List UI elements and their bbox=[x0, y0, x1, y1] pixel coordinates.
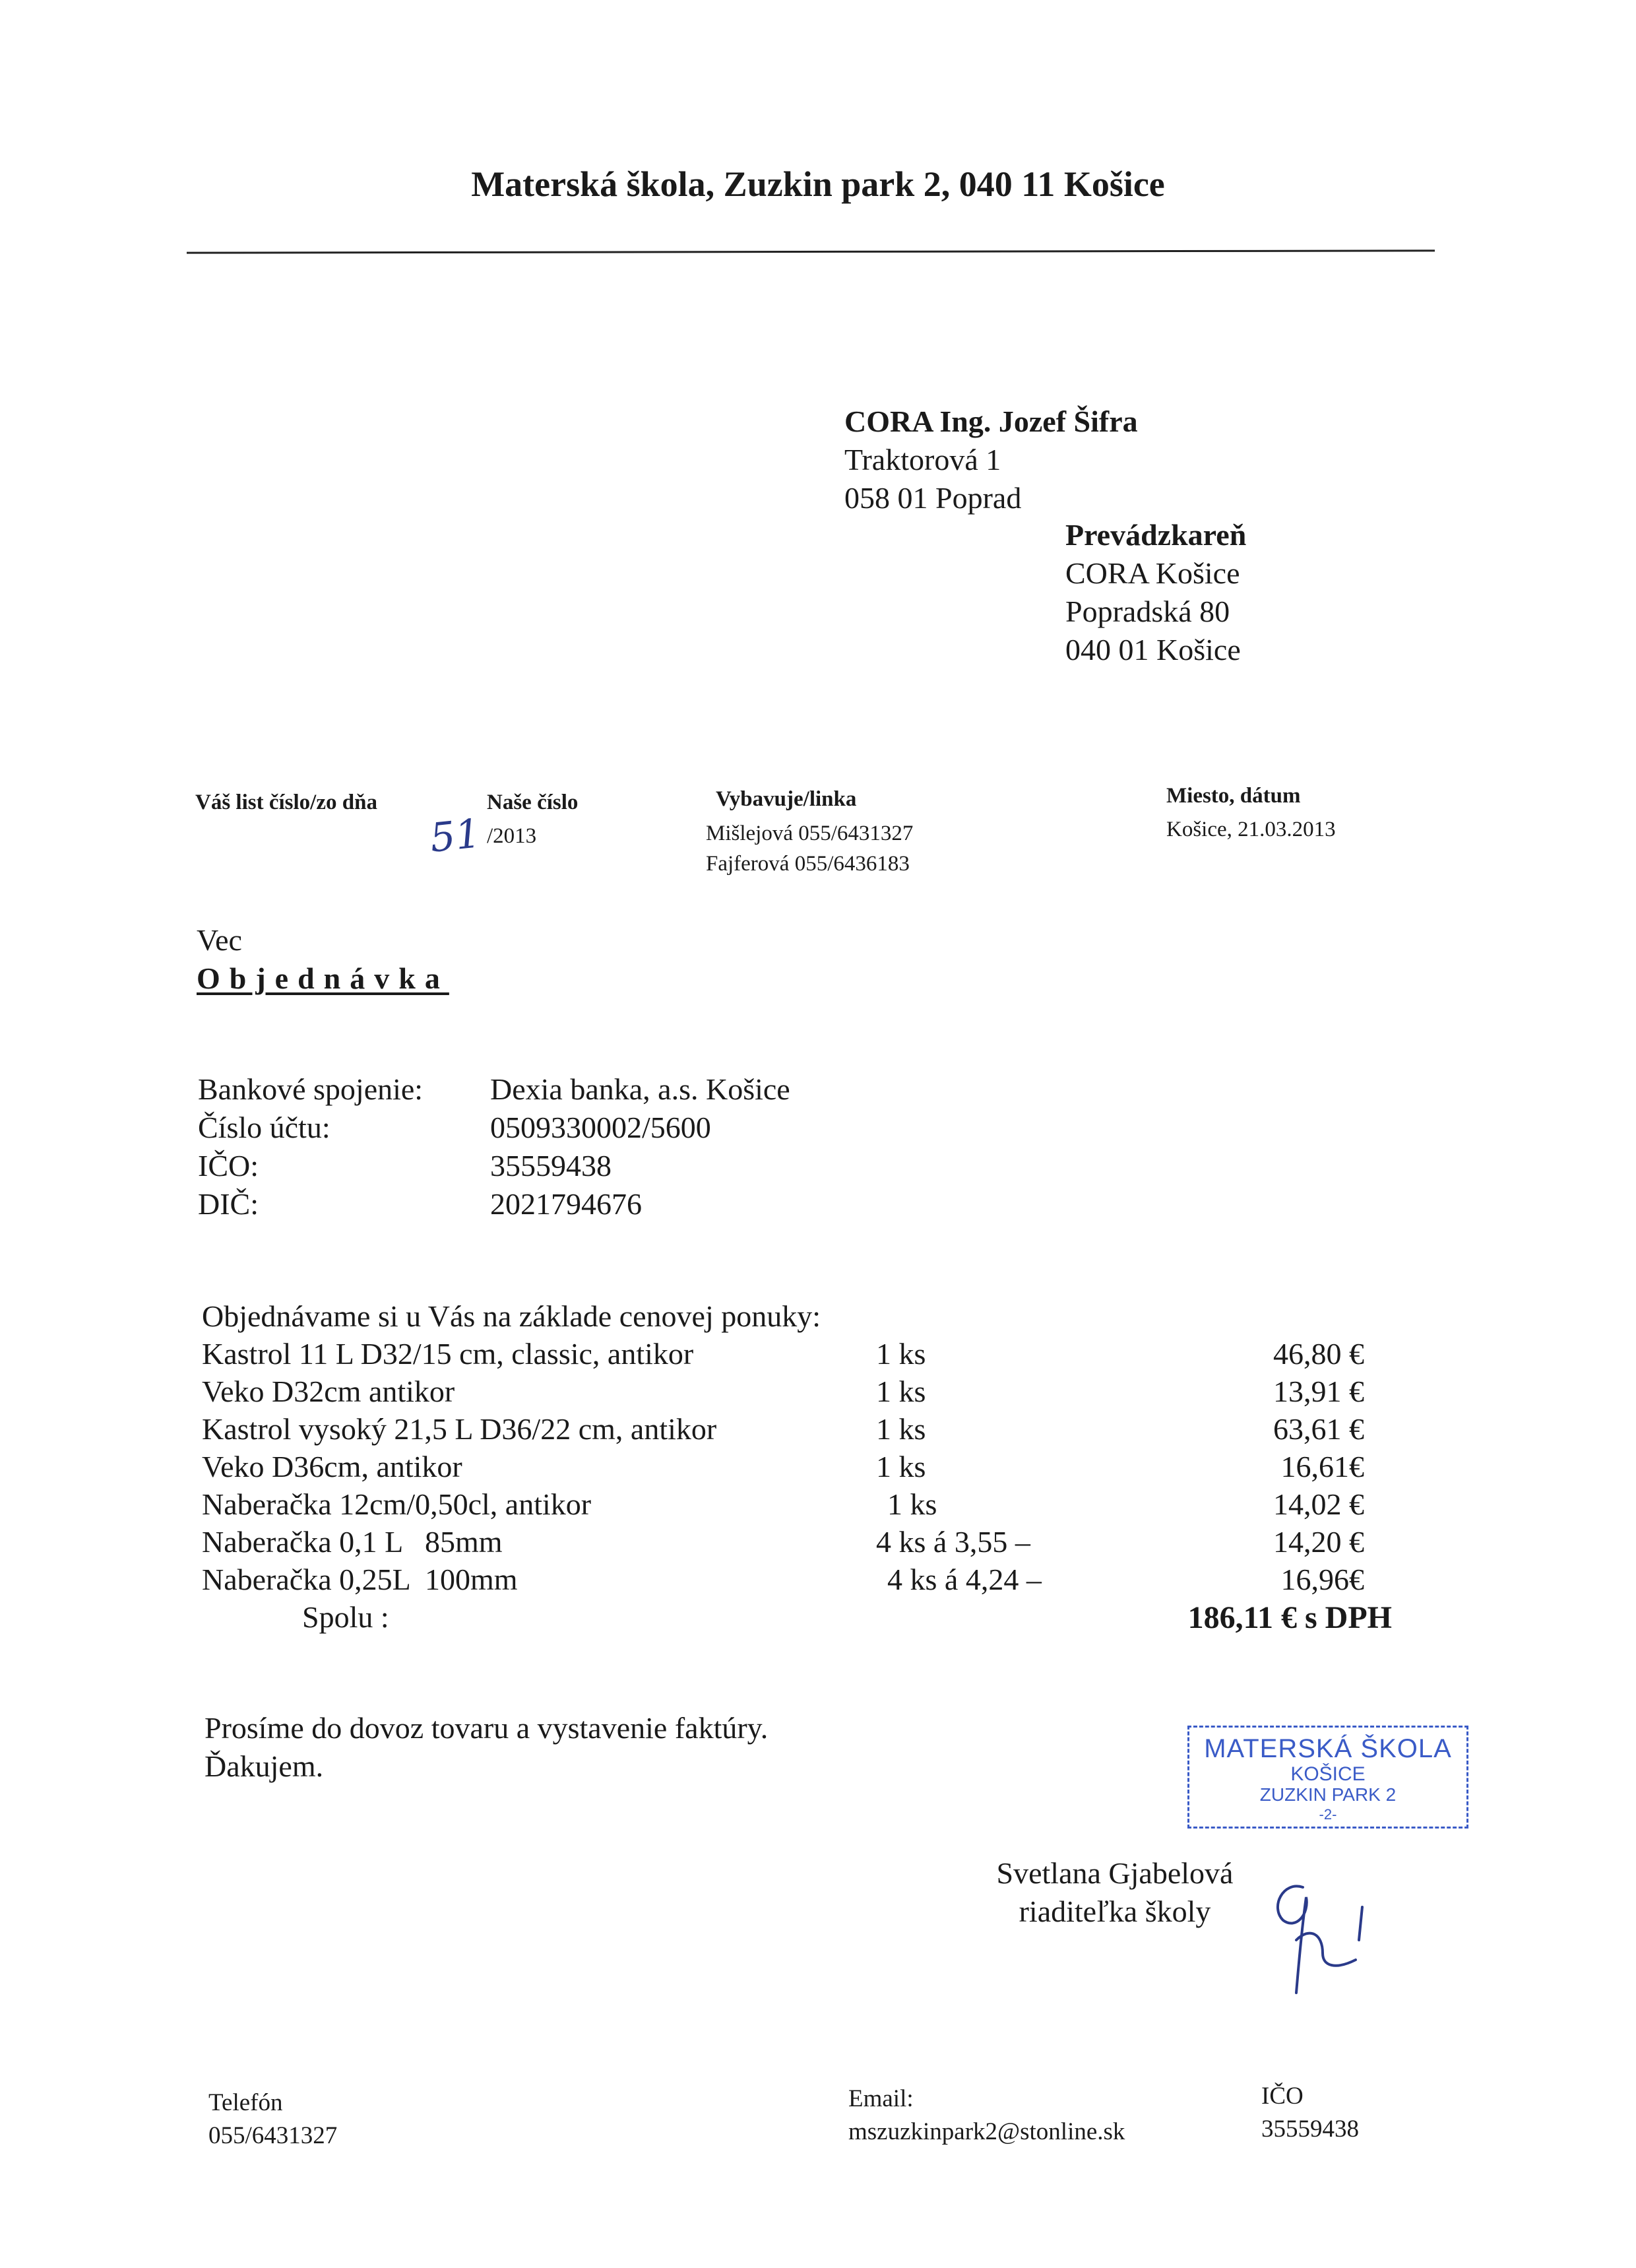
item-quantity: 4 ks á 4,24 – bbox=[887, 1563, 1042, 1596]
recipient-city: 058 01 Poprad bbox=[844, 481, 1022, 515]
item-quantity: 4 ks á 3,55 – bbox=[876, 1525, 1030, 1559]
item-description: Naberačka 12cm/0,50cl, antikor bbox=[202, 1487, 592, 1521]
order-item bbox=[0, 1336, 1636, 1375]
branch-name: CORA Košice bbox=[1065, 556, 1240, 590]
footer-email-value: mszuzkinpark2@stonline.sk bbox=[848, 2118, 1125, 2145]
account-label: Číslo účtu: bbox=[198, 1111, 330, 1144]
item-description: Veko D36cm, antikor bbox=[202, 1450, 462, 1483]
item-price: 16,61€ bbox=[1280, 1450, 1364, 1483]
item-price: 14,20 € bbox=[1273, 1525, 1364, 1559]
footer-ico-label: IČO bbox=[1261, 2083, 1304, 2110]
item-quantity: 1 ks bbox=[876, 1375, 926, 1408]
ico-value: 35559438 bbox=[490, 1149, 612, 1183]
order-item bbox=[0, 1524, 1636, 1563]
footer-ico-value: 35559438 bbox=[1261, 2116, 1359, 2143]
your-ref-label: Váš list číslo/zo dňa bbox=[195, 791, 377, 814]
item-quantity: 1 ks bbox=[887, 1487, 937, 1521]
total-label: Spolu : bbox=[302, 1600, 389, 1634]
item-description: Naberačka 0,25L 100mm bbox=[202, 1563, 518, 1596]
ico-label: IČO: bbox=[198, 1149, 259, 1183]
our-ref-handwritten-number: 51 bbox=[427, 810, 483, 862]
order-item bbox=[0, 1487, 1636, 1525]
branch-street: Popradská 80 bbox=[1065, 595, 1230, 628]
order-item bbox=[0, 1449, 1636, 1487]
recipient-name: CORA Ing. Jozef Šifra bbox=[844, 405, 1138, 438]
item-quantity: 1 ks bbox=[876, 1450, 926, 1483]
dic-value: 2021794676 bbox=[490, 1187, 642, 1221]
item-description: Naberačka 0,1 L 85mm bbox=[202, 1525, 503, 1559]
school-stamp bbox=[1187, 1726, 1468, 1829]
item-price: 63,61 € bbox=[1273, 1412, 1364, 1446]
place-date-label: Miesto, dátum bbox=[1166, 784, 1301, 808]
branch-address bbox=[1065, 516, 1246, 669]
stamp-line-3: ZUZKIN PARK 2 bbox=[1259, 1784, 1397, 1805]
closing-text bbox=[204, 1709, 768, 1786]
order-item bbox=[0, 1562, 1636, 1600]
subject-label: Vec bbox=[197, 923, 242, 957]
our-ref-value: /2013 bbox=[487, 824, 537, 848]
place-date-value: Košice, 21.03.2013 bbox=[1166, 818, 1336, 841]
item-quantity: 1 ks bbox=[876, 1412, 926, 1446]
closing-line-1: Prosíme do dovoz tovaru a vystavenie faktúry. bbox=[204, 1711, 769, 1745]
signer-role: riaditeľka školy bbox=[1019, 1895, 1211, 1928]
bank-label: Bankové spojenie: bbox=[198, 1072, 424, 1106]
item-price: 13,91 € bbox=[1273, 1375, 1364, 1408]
item-price: 46,80 € bbox=[1273, 1337, 1364, 1371]
branch-city: 040 01 Košice bbox=[1065, 633, 1241, 666]
footer-phone-label: Telefón bbox=[208, 2089, 283, 2116]
item-price: 14,02 € bbox=[1273, 1487, 1364, 1521]
footer-phone-value: 055/6431327 bbox=[208, 2122, 338, 2149]
item-quantity: 1 ks bbox=[876, 1337, 926, 1371]
order-item bbox=[0, 1374, 1636, 1412]
branch-title: Prevádzkareň bbox=[1065, 518, 1247, 552]
signer-block bbox=[970, 1854, 1260, 1931]
recipient-street: Traktorová 1 bbox=[844, 443, 1001, 476]
order-item bbox=[0, 1411, 1636, 1450]
footer-email bbox=[848, 2083, 1125, 2149]
item-description: Veko D32cm antikor bbox=[202, 1375, 455, 1408]
handled-by-1: Mišlejová 055/6431327 bbox=[706, 822, 914, 845]
closing-line-2: Ďakujem. bbox=[204, 1749, 324, 1783]
handled-by-label: Vybavuje/linka bbox=[716, 787, 857, 811]
item-description: Kastrol vysoký 21,5 L D36/22 cm, antikor bbox=[202, 1412, 717, 1446]
stamp-line-1: MATERSKÁ ŠKOLA bbox=[1204, 1734, 1452, 1763]
footer-email-label: Email: bbox=[848, 2085, 914, 2112]
letterhead-title: Materská škola, Zuzkin park 2, 040 11 Košice bbox=[471, 164, 1165, 204]
footer-ico bbox=[1261, 2080, 1359, 2146]
footer-phone bbox=[208, 2087, 337, 2153]
our-ref-label: Naše číslo bbox=[487, 791, 579, 814]
account-value: 0509330002/5600 bbox=[490, 1111, 711, 1144]
handled-by-2: Fajferová 055/6436183 bbox=[706, 852, 910, 876]
dic-label: DIČ: bbox=[198, 1187, 259, 1221]
handled-by-list bbox=[706, 818, 913, 879]
total-value: 186,11 € s DPH bbox=[1187, 1600, 1392, 1635]
bank-labels bbox=[198, 1070, 423, 1223]
stamp-line-4: -2- bbox=[1319, 1806, 1337, 1823]
order-total-row bbox=[0, 1600, 1636, 1638]
recipient-address bbox=[844, 403, 1138, 517]
signer-name: Svetlana Gjabelová bbox=[996, 1856, 1234, 1890]
header-divider bbox=[187, 249, 1435, 253]
bank-values bbox=[490, 1070, 790, 1223]
bank-value: Dexia banka, a.s. Košice bbox=[490, 1072, 790, 1106]
item-price: 16,96€ bbox=[1280, 1563, 1364, 1596]
item-description: Kastrol 11 L D32/15 cm, classic, antikor bbox=[202, 1337, 694, 1371]
subject-title: Objednávka bbox=[197, 961, 449, 995]
handwritten-signature bbox=[1263, 1861, 1395, 2032]
stamp-line-2: KOŠICE bbox=[1290, 1763, 1366, 1785]
order-intro: Objednávame si u Vás na základe cenovej ponuky: bbox=[202, 1299, 821, 1333]
